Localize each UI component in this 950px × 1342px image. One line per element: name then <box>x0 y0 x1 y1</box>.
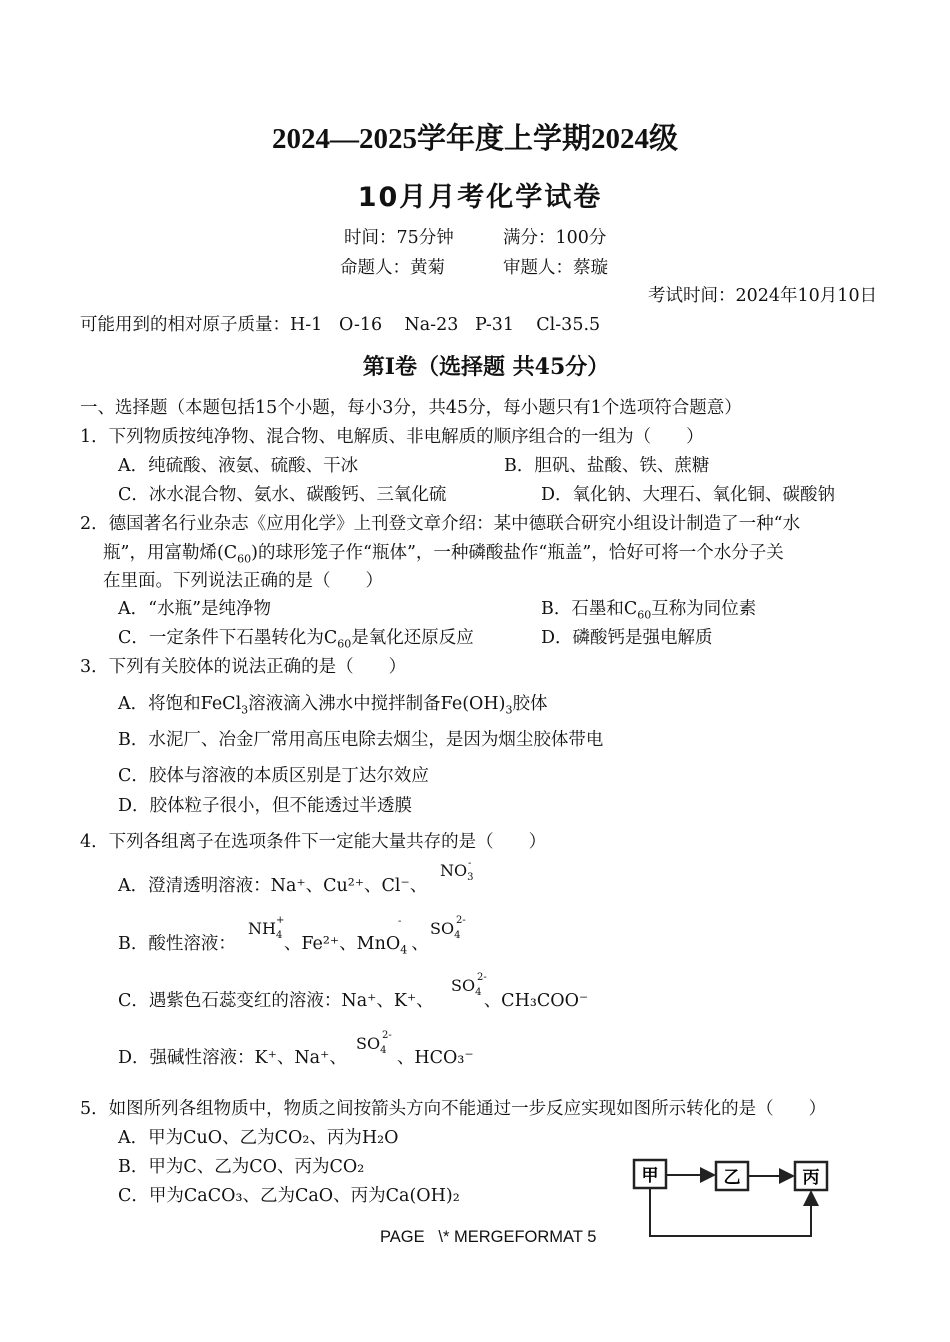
full-score: 满分：100分 <box>503 228 607 248</box>
q3-option-a: A．将饱和FeCl$_3$溶液滴入沸水中搅拌制备$Fe(OH)_3$胶体 <box>118 694 548 717</box>
ammonium-ion: $NH_4$ + <box>248 915 285 941</box>
atomic-masses: 可能用到的相对原子质量：H-1 O-16 Na-23 P-31 Cl-35.5 <box>80 315 601 335</box>
q2-option-c: C．一定条件下石墨转化为$C_{60}$是氧化还原反应 <box>118 628 474 651</box>
exam-date: 考试时间：2024年10月10日 <box>648 286 878 306</box>
q5-option-c: C．甲为CaCO₃、乙为CaO、丙为Ca(OH)₂ <box>118 1186 460 1206</box>
q3-stem: 3．下列有关胶体的说法正确的是（ ） <box>80 657 407 677</box>
q1-option-b: B．胆矾、盐酸、铁、蔗糖 <box>504 456 710 476</box>
q5-stem: 5．如图所列各组物质中，物质之间按箭头方向不能通过一步反应实现如图所示转化的是（ ） <box>80 1099 827 1119</box>
nitrate-ion: $NO_3$ - <box>440 858 474 883</box>
q4-option-b: B．酸性溶液： 、Fe²⁺、MnO$_4$ 、 <box>118 934 429 957</box>
q2-option-b: B．石墨和$C_{60}$互称为同位素 <box>541 599 757 622</box>
conversion-diagram <box>630 1150 840 1245</box>
q1-stem: 1．下列物质按纯净物、混合物、电解质、非电解质的顺序组合的一组为（ ） <box>80 427 704 447</box>
q1-option-c: C．冰水混合物、氨水、碳酸钙、三氧化硫 <box>118 485 447 505</box>
arrow-jia-bing <box>650 1188 811 1236</box>
q2-stem-line2: 瓶”，用富勒烯$(C_{60})$的球形笼子作“瓶体”，一种磷酸盐作“瓶盖”，恰好可将一个水分子关 <box>103 543 784 566</box>
q3-option-d: D．胶体粒子很小，但不能透过半透膜 <box>118 796 413 816</box>
q3-option-b: B．水泥厂、冶金厂常用高压电除去烟尘，是因为烟尘胶体带电 <box>118 730 604 750</box>
q4-option-a: A．澄清透明溶液：Na⁺、Cu²⁺、Cl⁻、 <box>118 876 428 896</box>
q2-stem-line3: 在里面。下列说法正确的是（ ） <box>103 571 383 591</box>
q2-option-d: D．磷酸钙是强电解质 <box>541 628 713 648</box>
label-yi: 乙 <box>723 1168 741 1188</box>
q2-stem-line1: 2．德国著名行业杂志《应用化学》上刊登文章介绍：某中德联合研究小组设计制造了一种“水 <box>80 514 801 534</box>
q5-option-b: B．甲为C、乙为CO、丙为CO₂ <box>118 1157 365 1177</box>
exam-title: 2024—2025学年度上学期2024级 <box>271 123 678 155</box>
q1-option-d: D．氧化钠、大理石、氧化铜、碳酸钠 <box>541 485 836 505</box>
label-bing: 丙 <box>802 1168 820 1188</box>
q1-option-a: A．纯硫酸、液氨、硫酸、干冰 <box>118 456 359 476</box>
sulfate-ion: $SO_4$ 2- <box>451 972 487 998</box>
q3-option-c: C．胶体与溶液的本质区别是丁达尔效应 <box>118 766 429 786</box>
label-jia: 甲 <box>641 1166 659 1186</box>
q4-stem: 4．下列各组离子在选项条件下一定能大量共存的是（ ） <box>80 832 547 852</box>
exam-duration: 时间：75分钟 <box>344 228 454 248</box>
question-author: 命题人：黄菊 <box>340 258 445 278</box>
sulfate-ion: $SO_4$ 2- <box>356 1030 392 1056</box>
page-footer: PAGE \* MERGEFORMAT 5 <box>380 1228 597 1246</box>
sulfate-ion: $SO_4$ 2- <box>430 915 466 941</box>
reviewer: 审题人：蔡璇 <box>503 258 608 278</box>
exam-subtitle: 10月月考化学试卷 <box>357 182 603 213</box>
instructions: 一、选择题（本题包括15个小题，每小3分，共45分，每小题只有1个选项符合题意） <box>80 398 742 418</box>
q5-option-a: A．甲为CuO、乙为CO₂、丙为H₂O <box>118 1128 399 1148</box>
q2-option-a: A．“水瓶”是纯净物 <box>118 599 272 619</box>
q4-option-c: C．遇紫色石蕊变红的溶液：Na⁺、K⁺、 、CH₃COO⁻ <box>118 991 589 1011</box>
q4-option-d: D．强碱性溶液：K⁺、Na⁺、 、HCO₃⁻ <box>118 1048 474 1068</box>
section-title: 第Ⅰ卷（选择题 共45分） <box>362 354 610 380</box>
